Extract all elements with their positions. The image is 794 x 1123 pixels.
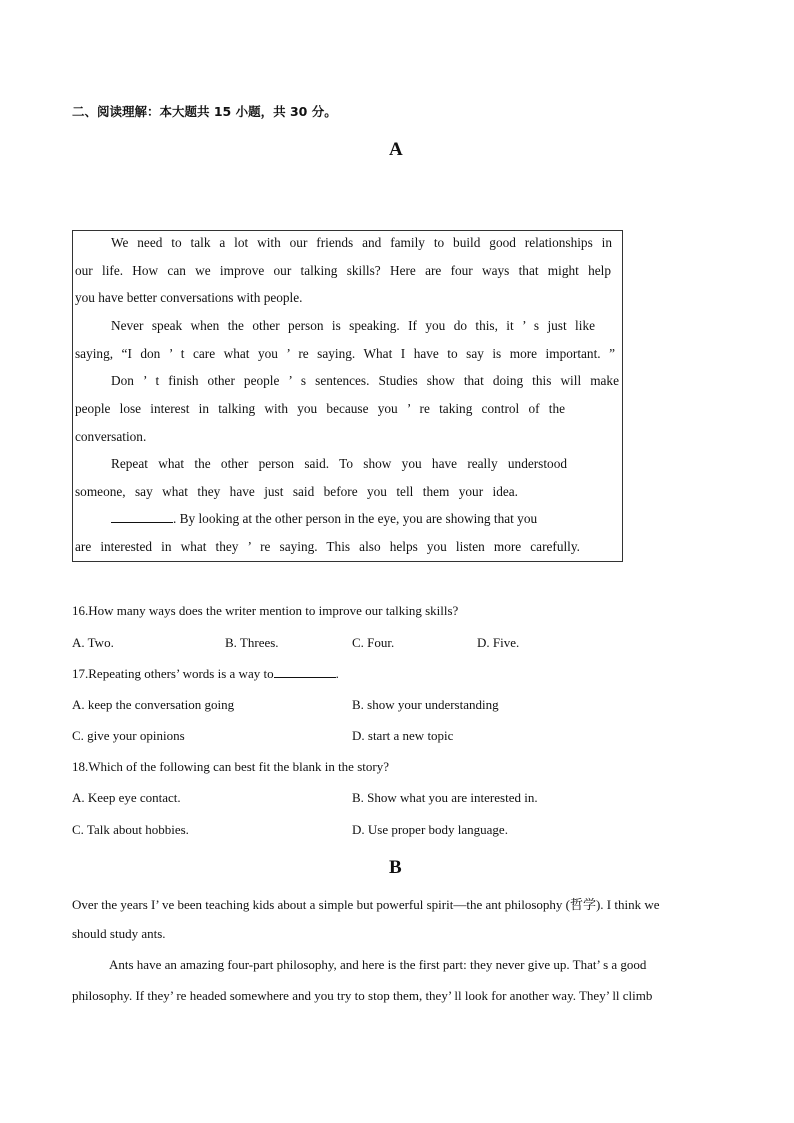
passage-line-text: . By looking at the other person in the eye, you are showing that you [173, 511, 538, 526]
question-text: Repeating others’ words is a way to [88, 666, 274, 681]
option-17-b[interactable]: B. show your understanding [352, 697, 499, 712]
answer-blank [274, 667, 336, 678]
option-16-b[interactable]: B. Threes. [225, 635, 279, 650]
option-16-a[interactable]: A. Two. [72, 635, 114, 650]
option-18-b[interactable]: B. Show what you are interested in. [352, 790, 538, 805]
passage-a-box [72, 230, 623, 562]
passage-line: our life. How can we improve our talking skills? Here are four ways that might help [75, 263, 611, 278]
question-text: How many ways does the writer mention to improve our talking skills? [88, 603, 459, 618]
option-16-d[interactable]: D. Five. [477, 635, 520, 650]
passage-b-line: Over the years I’ ve been teaching kids about a simple but powerful spirit—the ant philosophy (哲学). I think we [72, 897, 660, 912]
passage-b-line: Ants have an amazing four-part philosophy, and here is the first part: they never give up. That’ s a good [109, 957, 647, 972]
option-18-c[interactable]: C. Talk about hobbies. [72, 822, 189, 837]
question-17 [72, 666, 339, 682]
section-title: 二、阅读理解：本大题共 15 小题，共 30 分。 [72, 104, 337, 119]
passage-line: people lose interest in talking with you because you ’ re taking control of the [75, 401, 565, 416]
passage-line: someone, say what they have just said before you tell them your idea. [75, 484, 518, 499]
passage-b-line: should study ants. [72, 926, 166, 941]
passage-line: saying, “I don ’ t care what you ’ re saying. What I have to say is more important. ” [75, 346, 615, 361]
answer-blank [111, 511, 173, 523]
option-17-c[interactable]: C. give your opinions [72, 728, 185, 743]
passage-line: conversation. [75, 429, 147, 444]
question-16 [72, 603, 458, 619]
question-number: 18. [72, 759, 89, 774]
passage-line-blank [111, 511, 612, 527]
passage-b-line: philosophy. If they’ re headed somewhere and you try to stop them, they’ ll look for another way. They’ ll climb [72, 988, 653, 1003]
question-number: 16. [72, 603, 89, 618]
option-16-c[interactable]: C. Four. [352, 635, 395, 650]
question-text: Which of the following can best fit the blank in the story? [88, 759, 389, 774]
option-18-d[interactable]: D. Use proper body language. [352, 822, 508, 837]
passage-line: Don ’ t finish other people ’ s sentences. Studies show that doing this will make [111, 373, 619, 388]
passage-line: are interested in what they ’ re saying. This also helps you listen more carefully. [75, 539, 580, 554]
passage-line: Never speak when the other person is speaking. If you do this, it ’ s just like [111, 318, 595, 333]
passage-line: you have better conversations with people. [75, 290, 303, 305]
option-17-a[interactable]: A. keep the conversation going [72, 697, 235, 712]
option-18-a[interactable]: A. Keep eye contact. [72, 790, 181, 805]
passage-line: Repeat what the other person said. To show you have really understood [111, 456, 567, 471]
part-a-label: A [389, 139, 403, 160]
option-17-d[interactable]: D. start a new topic [352, 728, 454, 743]
part-b-label: B [389, 857, 402, 878]
question-18 [72, 759, 389, 775]
question-number: 17. [72, 666, 89, 681]
question-text-end: . [335, 666, 339, 681]
passage-line: We need to talk a lot with our friends and family to build good relationships in [111, 235, 612, 250]
